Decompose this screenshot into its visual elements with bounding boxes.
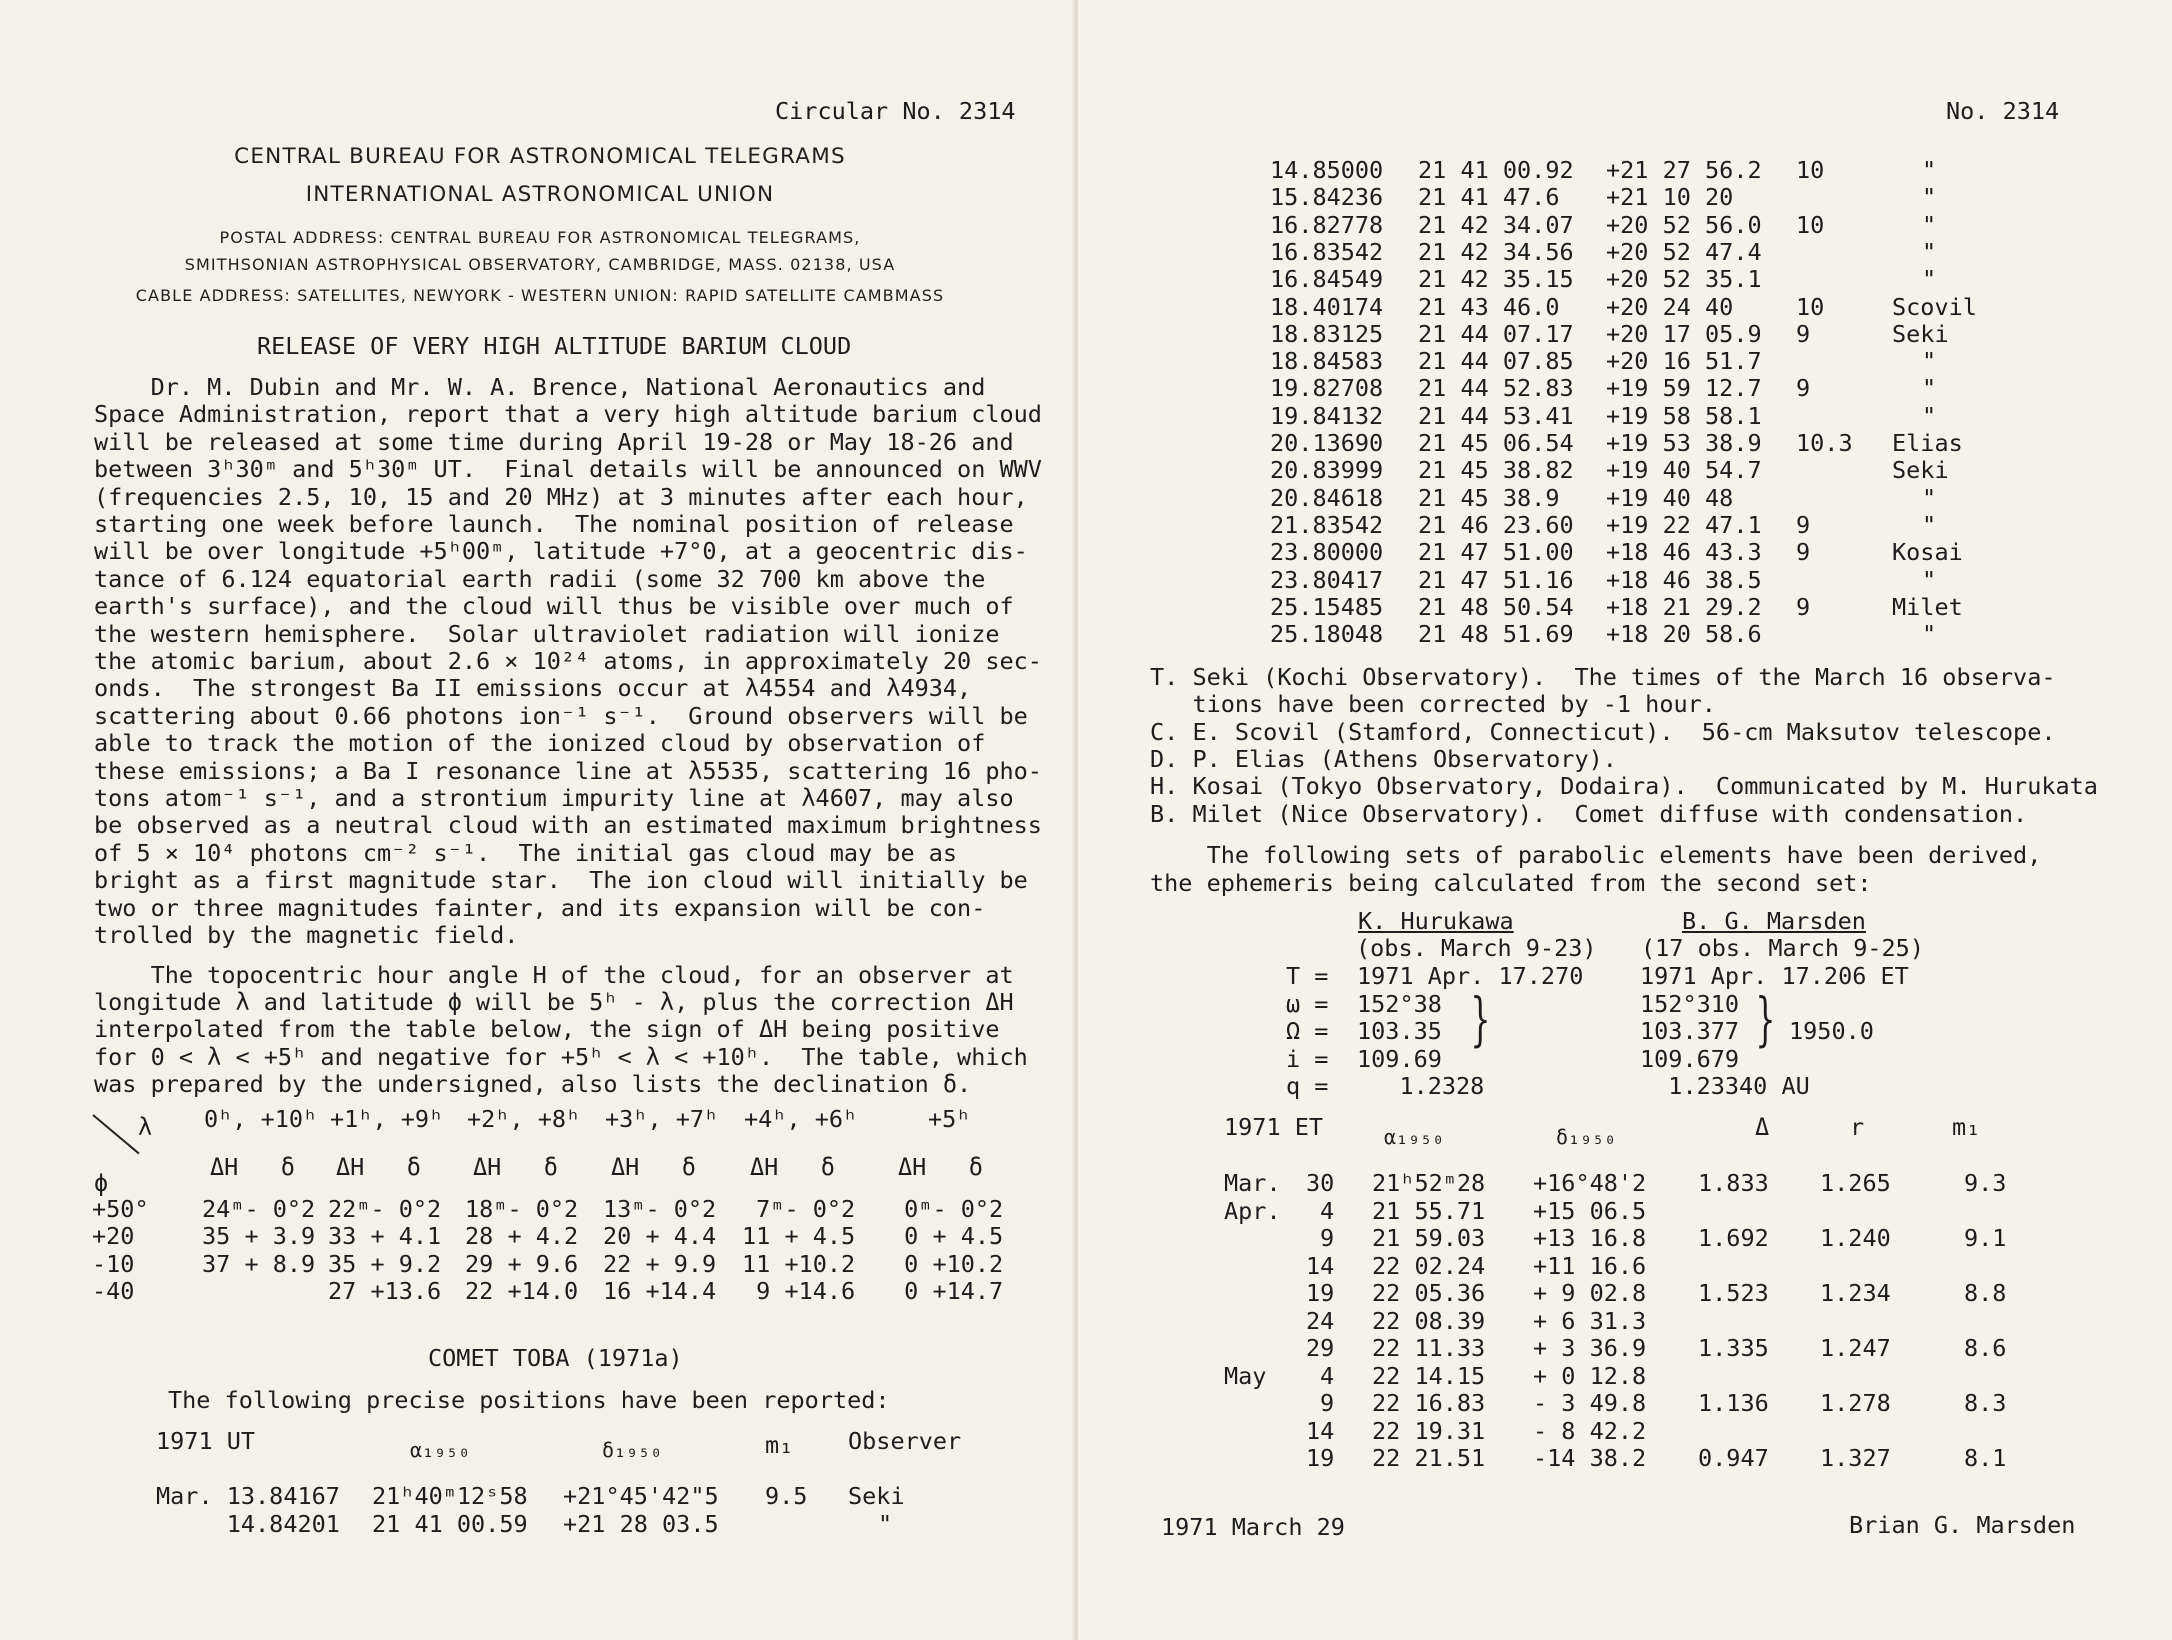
eph-ra: 22 19.31 [1372,1416,1486,1445]
text-line: C. E. Scovil (Stamford, Connecticut). 56-cm Maksutov telescope. [1150,717,2056,746]
text-line: B. Milet (Nice Observatory). Comet diffuse with condensation. [1150,799,2028,828]
table-cell: 24ᵐ- 0°2 [202,1195,316,1223]
postal-address-1: POSTAL ADDRESS: CENTRAL BUREAU FOR ASTRONOMICAL TELEGRAMS, [219,228,861,247]
obs-observer: " [1922,510,1937,539]
obs-mag: 10 [1796,156,1825,184]
obs-observer: " [1922,265,1937,294]
eph-mag: 9.1 [1964,1224,2007,1252]
text-line: (frequencies 2.5, 10, 15 and 20 MHz) at 3 minutes after each hour, [94,482,1028,511]
eph-r: 1.265 [1820,1169,1891,1197]
obs-dec: +18 46 38.5 [1606,565,1762,594]
obs-ra: 21 45 38.82 [1418,456,1574,485]
eph-head-r: r [1850,1113,1865,1141]
table-cell: 22 + 9.9 [603,1249,717,1278]
eph-dec: +15 06.5 [1533,1196,1647,1225]
eph-month: May [1224,1361,1267,1390]
obs-mag: 10 [1796,292,1825,321]
table-cell: 18ᵐ- 0°2 [465,1195,579,1223]
eph-day: 4 [1320,1196,1335,1225]
obs-ra: 21 43 46.0 [1418,292,1560,321]
hurukawa-value: 109.69 [1357,1044,1442,1073]
text-line: was prepared by the undersigned, also lists the declination δ. [94,1069,972,1098]
obs-time: 20.83999 [1270,456,1384,485]
obs-time: 21.83542 [1270,510,1384,539]
circular-date: 1971 March 29 [1161,1513,1345,1541]
circular-number-right: No. 2314 [1946,97,2060,125]
obs-ra: 21 44 07.85 [1418,347,1574,376]
text-line: trolled by the magnetic field. [94,921,519,949]
obs-ra: 21 41 47.6 [1418,183,1560,212]
text-line: tance of 6.124 equatorial earth radii (some 32 700 km above the [94,564,986,593]
obs-time: 23.80000 [1270,538,1384,567]
obs-dec: +18 46 43.3 [1606,538,1762,567]
eph-head-date: 1971 ET [1224,1113,1324,1141]
brace-icon: } [1470,985,1491,1053]
eph-dec: +16°48'2 [1533,1169,1647,1197]
obs-dec: +20 17 05.9 [1606,319,1762,348]
obs-ra: 21 41 00.92 [1418,156,1574,184]
eph-ra: 22 16.83 [1372,1389,1486,1417]
obs-ra: 21 46 23.60 [1418,510,1574,539]
col-head-mag: m₁ [765,1431,794,1459]
obs-time: 19.84132 [1270,401,1384,430]
column-subhead: ΔH δ [750,1153,835,1181]
eph-month: Apr. [1224,1196,1281,1225]
obs-observer: Seki [1892,319,1949,348]
element-label: Ω = [1286,1017,1329,1046]
obs-dec: +20 52 47.4 [1606,237,1762,266]
obs-ra: 21 48 51.69 [1418,620,1574,649]
obs-observer: Kosai [1892,538,1963,567]
hour-angle-table [92,1100,1032,1310]
marsden-subheading: (17 obs. March 9-25) [1641,934,1924,962]
table-cell: 11 +10.2 [742,1249,856,1278]
eph-ra: 22 11.33 [1372,1334,1486,1362]
column-head: +5ʰ [928,1105,971,1133]
eph-month: Mar. [1224,1169,1281,1197]
right-page [1078,0,2172,1640]
eph-day: 14 [1306,1251,1335,1280]
text-line: earth's surface), and the cloud will thus be visible over much of [94,592,1014,621]
eph-r: 1.240 [1820,1224,1891,1252]
hurukawa-value: 103.35 [1357,1017,1442,1046]
obs-observer: " [1922,156,1937,184]
obs-time: 20.13690 [1270,429,1384,457]
eph-day: 19 [1306,1444,1335,1472]
phi-label: ϕ [94,1169,109,1197]
table-cell: 0 +10.2 [890,1249,1004,1278]
obs-time: 16.82778 [1270,210,1384,239]
row-latitude: +50° [92,1195,149,1223]
obs-dec: +18 21 29.2 [1606,592,1762,621]
eph-delta: 0.947 [1698,1444,1769,1472]
text-line: the atomic barium, about 2.6 × 10²⁴ atoms, in approximately 20 sec- [94,647,1042,675]
row-latitude: +20 [92,1222,135,1251]
text-line: scattering about 0.66 photons ion⁻¹ s⁻¹. Ground observers will be [94,701,1028,730]
table-cell: 20 + 4.4 [603,1222,717,1251]
table-cell: 35 + 9.2 [328,1249,442,1278]
eph-r: 1.234 [1820,1279,1891,1307]
col-head-dec: δ₁₉₅₀ [602,1438,663,1462]
text-line: Dr. M. Dubin and Mr. W. A. Brence, National Aeronautics and [94,373,986,401]
table-cell: 27 +13.6 [328,1277,442,1306]
obs-dec: +19 58 58.1 [1606,401,1762,430]
obs-time: 25.18048 [1270,620,1384,649]
obs-dec: +20 52 35.1 [1606,265,1762,294]
table-cell: 28 + 4.2 [465,1222,579,1251]
element-label: ω = [1286,989,1329,1018]
obs-time: 16.84549 [1270,265,1384,294]
obs-mag: 9 [1796,538,1811,567]
obs-ra: 21 45 06.54 [1418,429,1574,457]
marsden-value: 109.679 [1640,1044,1740,1073]
obs-time: 15.84236 [1270,183,1384,212]
eph-ra: 21 59.03 [1372,1224,1486,1252]
hurukawa-subheading: (obs. March 9-23) [1356,934,1597,962]
equinox: 1950.0 [1789,1017,1874,1045]
obs-ra: 21 48 50.54 [1418,592,1574,621]
eph-r: 1.278 [1820,1389,1891,1417]
table-cell: 7ᵐ- 0°2 [742,1195,856,1223]
obs-ra: 21 44 53.41 [1418,401,1574,430]
text-line: these emissions; a Ba I resonance line at λ5535, scattering 16 pho- [94,756,1042,785]
text-line: onds. The strongest Ba II emissions occur at λ4554 and λ4934, [94,674,972,703]
element-label: i = [1286,1044,1329,1073]
eph-mag: 8.6 [1964,1334,2007,1362]
text-line: of 5 × 10⁴ photons cm⁻² s⁻¹. The initial gas cloud may be as [94,838,958,867]
eph-mag: 9.3 [1964,1169,2007,1197]
position-observer: " [878,1510,893,1538]
text-line: starting one week before launch. The nominal position of release [94,510,1014,538]
obs-time: 25.15485 [1270,592,1384,621]
obs-dec: +18 20 58.6 [1606,620,1762,649]
position-dec: +21 28 03.5 [563,1510,719,1538]
text-line: two or three magnitudes fainter, and its expansion will be con- [94,893,986,922]
left-page [0,0,1078,1640]
column-subhead: ΔH δ [611,1153,696,1181]
marsden-heading: B. G. Marsden [1682,907,1866,935]
marsden-value: 152°310 [1640,989,1740,1018]
text-line: The following sets of parabolic elements have been derived, [1150,841,2042,869]
obs-dec: +20 52 56.0 [1606,210,1762,239]
eph-r: 1.247 [1820,1334,1891,1362]
table-cell: 35 + 3.9 [202,1222,316,1251]
obs-ra: 21 45 38.9 [1418,483,1560,512]
text-line: The topocentric hour angle H of the cloud, for an observer at [94,961,1014,989]
table-cell: 11 + 4.5 [742,1222,856,1251]
obs-mag: 10 [1796,210,1825,239]
obs-ra: 21 47 51.16 [1418,565,1574,594]
lambda-label: λ [138,1113,153,1141]
column-head: +4ʰ, +6ʰ [744,1105,858,1133]
eph-mag: 8.1 [1964,1444,2007,1472]
obs-observer: " [1922,620,1937,649]
obs-dec: +19 40 48 [1606,483,1734,512]
table-cell: 0 + 4.5 [890,1222,1004,1251]
eph-dec: - 3 49.8 [1533,1389,1647,1417]
eph-day: 29 [1306,1334,1335,1362]
article-title-comet: COMET TOBA (1971a) [428,1344,683,1372]
column-subhead: ΔH δ [210,1153,295,1181]
text-line: will be released at some time during April 19-28 or May 18-26 and [94,427,1014,456]
obs-dec: +19 22 47.1 [1606,510,1762,539]
position-date: Mar. 13.84167 [156,1482,340,1510]
obs-time: 19.82708 [1270,374,1384,403]
eph-r: 1.327 [1820,1444,1891,1472]
hurukawa-heading: K. Hurukawa [1358,907,1514,935]
obs-dec: +20 16 51.7 [1606,347,1762,376]
column-subhead: ΔH δ [336,1153,421,1181]
cable-address: CABLE ADDRESS: SATELLITES, NEWYORK - WESTERN UNION: RAPID SATELLITE CAMBMASS [135,286,945,305]
eph-day: 9 [1320,1389,1335,1417]
column-head: +1ʰ, +9ʰ [330,1105,444,1133]
eph-dec: +13 16.8 [1533,1224,1647,1252]
eph-mag: 8.3 [1964,1389,2007,1417]
text-line: H. Kosai (Tokyo Observatory, Dodaira). Communicated by M. Hurukata [1150,772,2098,801]
eph-day: 14 [1306,1416,1335,1445]
marsden-value: 103.377 [1640,1017,1740,1046]
text-line: Space Administration, report that a very high altitude barium cloud [94,400,1042,429]
eph-ra: 22 05.36 [1372,1279,1486,1307]
position-ra: 21ʰ40ᵐ12ˢ58 [372,1482,528,1510]
table-cell: 29 + 9.6 [465,1249,579,1278]
obs-mag: 9 [1796,374,1811,403]
obs-dec: +19 53 38.9 [1606,429,1762,457]
eph-day: 24 [1306,1306,1335,1335]
hurukawa-value: 1.2328 [1357,1072,1485,1101]
obs-time: 20.84618 [1270,483,1384,512]
marsden-value: 1.23340 AU [1640,1072,1810,1101]
org-name: CENTRAL BUREAU FOR ASTRONOMICAL TELEGRAMS [234,144,846,169]
table-cell: 0ᵐ- 0°2 [890,1195,1004,1223]
eph-head-ra: α₁₉₅₀ [1384,1125,1445,1149]
obs-observer: Seki [1892,456,1949,485]
eph-ra: 21ʰ52ᵐ28 [1372,1169,1486,1197]
eph-mag: 8.8 [1964,1279,2007,1307]
eph-ra: 22 02.24 [1372,1251,1486,1280]
eph-delta: 1.136 [1698,1389,1769,1417]
text-line: will be over longitude +5ʰ00ᵐ, latitude +7°0, at a geocentric dis- [94,537,1028,566]
obs-ra: 21 44 07.17 [1418,319,1574,348]
obs-mag: 10.3 [1796,429,1853,457]
eph-delta: 1.692 [1698,1224,1769,1252]
text-line: for 0 < λ < +5ʰ and negative for +5ʰ < λ < +10ʰ. The table, which [94,1042,1028,1071]
column-head: +2ʰ, +8ʰ [467,1105,581,1133]
obs-observer: " [1922,210,1937,239]
org-union: INTERNATIONAL ASTRONOMICAL UNION [305,182,775,207]
obs-time: 23.80417 [1270,565,1384,594]
eph-day: 19 [1306,1279,1335,1307]
obs-dec: +19 59 12.7 [1606,374,1762,403]
position-dec: +21°45'42"5 [563,1482,719,1510]
row-latitude: -40 [92,1277,135,1306]
obs-ra: 21 42 35.15 [1418,265,1574,294]
table-cell: 37 + 8.9 [202,1249,316,1278]
text-line: the ephemeris being calculated from the second set: [1150,868,1872,897]
table-cell: 33 + 4.1 [328,1222,442,1251]
signature: Brian G. Marsden [1849,1511,2076,1539]
table-cell: 13ᵐ- 0°2 [603,1195,717,1223]
eph-head-dec: δ₁₉₅₀ [1556,1125,1617,1149]
obs-dec: +19 40 54.7 [1606,456,1762,485]
eph-dec: -14 38.2 [1533,1444,1647,1472]
text-line: D. P. Elias (Athens Observatory). [1150,744,1617,773]
eph-dec: + 6 31.3 [1533,1306,1647,1335]
obs-mag: 9 [1796,510,1811,539]
position-mag: 9.5 [765,1482,808,1510]
obs-observer: " [1922,565,1937,594]
obs-dec: +20 24 40 [1606,292,1734,321]
positions-table [0,1425,1078,1545]
obs-observer: " [1922,347,1937,376]
text-line: interpolated from the table below, the sign of ΔH being positive [94,1015,1000,1044]
eph-day: 4 [1320,1361,1335,1390]
obs-mag: 9 [1796,592,1811,621]
obs-observer: " [1922,237,1937,266]
obs-dec: +21 27 56.2 [1606,156,1762,184]
position-ra: 21 41 00.59 [372,1510,528,1538]
eph-dec: + 9 02.8 [1533,1279,1647,1307]
eph-delta: 1.335 [1698,1334,1769,1362]
eph-ra: 22 14.15 [1372,1361,1486,1390]
obs-time: 14.85000 [1270,156,1384,184]
eph-ra: 22 21.51 [1372,1444,1486,1472]
column-subhead: ΔH δ [473,1153,558,1181]
eph-dec: +11 16.6 [1533,1251,1647,1280]
hurukawa-value: 152°38 [1357,989,1442,1018]
obs-observer: Scovil [1892,292,1977,321]
row-latitude: -10 [92,1249,135,1278]
col-head-ut: 1971 UT [156,1427,256,1455]
eph-day: 9 [1320,1224,1335,1252]
orbital-elements [1078,908,2172,1108]
text-line: be observed as a neutral cloud with an estimated maximum brightness [94,811,1042,840]
text-line: the western hemisphere. Solar ultraviolet radiation will ionize [94,619,1000,648]
eph-ra: 22 08.39 [1372,1306,1486,1335]
column-head: +3ʰ, +7ʰ [605,1105,719,1133]
eph-head-delta: Δ [1755,1113,1770,1141]
obs-ra: 21 42 34.56 [1418,237,1574,266]
text-line: between 3ʰ30ᵐ and 5ʰ30ᵐ UT. Final details will be announced on WWV [94,455,1042,484]
hurukawa-value: 1971 Apr. 17.270 [1357,962,1584,990]
brace-icon: } [1755,985,1776,1053]
circular-number: Circular No. 2314 [775,97,1016,125]
obs-ra: 21 47 51.00 [1418,538,1574,567]
position-date: 14.84201 [156,1510,340,1538]
column-head: 0ʰ, +10ʰ [204,1105,318,1133]
table-cell: 16 +14.4 [603,1277,717,1306]
obs-time: 18.84583 [1270,347,1384,376]
marsden-value: 1971 Apr. 17.206 ET [1640,962,1909,990]
eph-delta: 1.833 [1698,1169,1769,1197]
obs-observer: Milet [1892,592,1963,621]
obs-ra: 21 44 52.83 [1418,374,1574,403]
text-line: tions have been corrected by -1 hour. [1150,690,1716,719]
table-cell: 22 +14.0 [465,1277,579,1306]
postal-address-2: SMITHSONIAN ASTROPHYSICAL OBSERVATORY, CAMBRIDGE, MASS. 02138, USA [184,255,896,274]
eph-ra: 21 55.71 [1372,1196,1486,1225]
positions-intro: The following precise positions have been reported: [168,1386,890,1414]
obs-observer: " [1922,374,1937,403]
element-label: T = [1286,962,1329,990]
obs-ra: 21 42 34.07 [1418,210,1574,239]
eph-dec: + 0 12.8 [1533,1361,1647,1390]
obs-observer: Elias [1892,429,1963,457]
obs-dec: +21 10 20 [1606,183,1734,212]
col-head-observer: Observer [848,1427,962,1455]
obs-time: 18.40174 [1270,292,1384,321]
table-cell: 22ᵐ- 0°2 [328,1195,442,1223]
obs-observer: " [1922,183,1937,212]
obs-observer: " [1922,401,1937,430]
observations-table [1078,157,2172,657]
eph-delta: 1.523 [1698,1279,1769,1307]
col-head-ra: α₁₉₅₀ [410,1438,471,1462]
position-observer: Seki [848,1482,905,1510]
element-label: q = [1286,1072,1329,1101]
table-cell: 0 +14.7 [890,1277,1004,1306]
eph-head-mag: m₁ [1952,1113,1981,1141]
eph-day: 30 [1306,1169,1335,1197]
obs-time: 18.83125 [1270,319,1384,348]
eph-dec: - 8 42.2 [1533,1416,1647,1445]
text-line: tons atom⁻¹ s⁻¹, and a strontium impurity line at λ4607, may also [94,784,1014,812]
ephemeris-table [1078,1112,2172,1482]
obs-mag: 9 [1796,319,1811,348]
text-line: bright as a first magnitude star. The ion cloud will initially be [94,866,1028,895]
text-line: T. Seki (Kochi Observatory). The times of the March 16 observa- [1150,663,2056,691]
obs-observer: " [1922,483,1937,512]
text-line: able to track the motion of the ionized cloud by observation of [94,729,986,758]
column-subhead: ΔH δ [898,1153,983,1181]
obs-time: 16.83542 [1270,237,1384,266]
table-cell: 9 +14.6 [742,1277,856,1306]
article-title-barium: RELEASE OF VERY HIGH ALTITUDE BARIUM CLOUD [257,332,852,360]
text-line: longitude λ and latitude ϕ will be 5ʰ - λ, plus the correction ΔH [94,988,1014,1017]
eph-dec: + 3 36.9 [1533,1334,1647,1362]
